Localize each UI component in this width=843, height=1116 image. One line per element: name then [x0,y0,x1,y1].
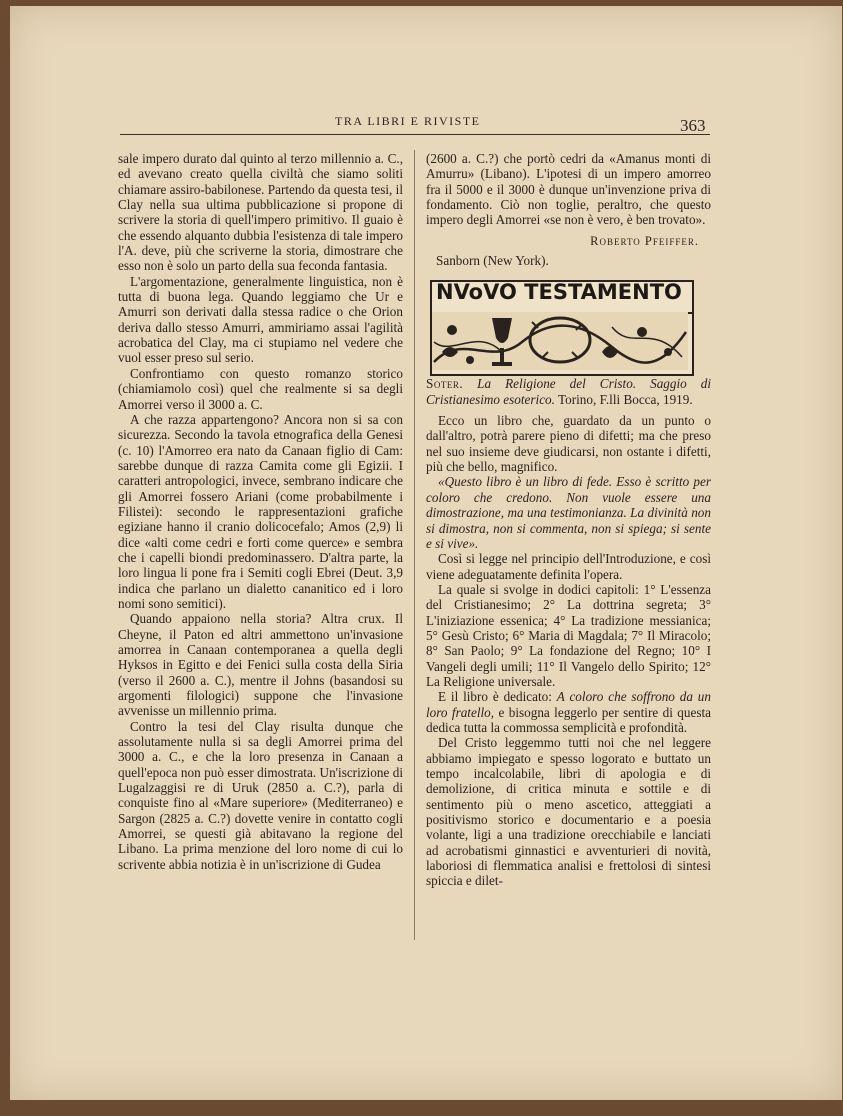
book-author: Soter. [426,376,464,392]
page-number: 363 [680,116,706,135]
paragraph: Contro la tesi del Clay risulta dunque che assolutamente nulla si sa degli Amorrei prima del 3000 a. C., e che la loro presenza in Canaan a quell'epoca non può esser dimostrata. Un'iscrizione di Lugalzaggisi re di Uruk (2850 a. C.?), parla di conquiste fino al «Mare superiore» (Mediterraneo) e Sargon (2825 a. C.?) dovette venire in contatto cogli Amorrei, se questi già abitavano la regione del Libano. La prima menzione del loro nome di cui lo scrivente abbia notizia è in un'iscrizione di Gudea [118,718,403,872]
paragraph: Confrontiamo con questo romanzo storico (chiamiamolo così) quel che realmente si sa degli Amorrei verso il 3000 a. C. [118,365,403,412]
paragraph: (2600 a. C.?) che portò cedri da «Amanus monti di Amurru» (Libano). L'ipotesi di un impero amorreo fra il 5000 e il 3000 è dunque un'invenzione priva di fondamento. Ciò non toglie, peraltro, che questo impero degli Amorrei «se non è vero, è ben trovato». [426,151,711,228]
paragraph: L'argomentazione, generalmente linguistica, non è tutta di buona lega. Quando leggiamo che Ur e Amurri son derivati dalla stessa radice o che Orion deriva dallo stesso Amurri, ammiriamo assai l'agilità acrobatica del Clay, ma ci stupiamo nel vedere che vuol esser preso sul serio. [118,273,403,366]
paragraph: Così si legge nel principio dell'Introduzione, e così viene adeguatamente definita l'opera. [426,551,711,582]
book-title: La Religione del Cristo. Saggio di Cristianesimo esoterico. [426,376,712,407]
dedication: A coloro che soffrono da un loro fratello, [426,689,711,720]
column-divider [414,150,415,940]
quote: «Questo libro è un libro di fede. Esso è scritto per coloro che credono. Non vuole essere una dimostrazione, ma una testimonianza. La divinità non si dimostra, non si commenta, non si spiega; si sente e si vive». [426,474,711,551]
paragraph: A che razza appartengono? Ancora non si sa con sicurezza. Secondo la tavola etnografica della Genesi (c. 10) l'Amorreo era nato da Canaan figlio di Cam: sarebbe dunque di razza Camita come gli Egizii. I caratteri antropologici, invece, sembrano indicare che gli Amorrei fossero Ariani (come probabilmente i Filistei): secondo le rappresentazioni grafiche egiziane hanno il cranio dolicocefalo; Amos (2,9) li dice «alti come cedri e forti come querce» e sembra che i capelli biondi predominassero. D'altra parte, la loro lingua li pone fra i Semiti cogli Ebrei (Deut. 3,9 indica che parlano un dialetto cananitico ed i loro nomi sono semitici). [118,411,403,611]
paragraph: Quando appaiono nella storia? Altra crux. Il Cheyne, il Paton ed altri ammettono un'invasione amorrea in Canaan contemporanea a quella degli Hyksos in Egitto e dei Fenici sulla costa della Siria (verso il 2600 a. C.), mentre il Johns (basandosi su argomenti filologici) suppone che l'invasione avvenisse un millennio prima. [118,611,403,719]
paragraph: Ecco un libro che, guardato da un punto o dall'altro, potrà parere pieno di difetti; ma che preso nel suo insieme deve giudicarsi, non ostante i difetti, più che bello, magnifico. [426,413,711,475]
chalice-vine-illustration [432,312,688,370]
paragraph: Del Cristo leggemmo tutti noi che nel leggere abbiamo impiegato e spesso logorato e buttato un tempo incalcolabile, libri di apologia e di demolizione, di critica minuta e sottile e di sentimento più o meno ascetico, atteggiati a positivismo storico e documentario e a poesia volante, ligi a una tradizione orecchiabile e lanciati ad acrobatismi ginnastici e avventurieri di novità, laboriosi di flemmatica analisi e frettolosi di sintesi spiccia e dilet- [426,735,711,889]
signature-place: Sanborn (New York). [436,253,549,269]
book-publisher: Torino, F.lli Bocca, 1919. [558,391,693,407]
left-column [118,151,403,872]
right-column [426,151,711,889]
emblem-title: NVoVO TESTAMENTO [436,280,682,305]
emblem-band [432,282,692,314]
dedication-lead: E il libro è dedicato: [438,689,552,705]
author-signature: Roberto Pfeiffer. [590,233,699,248]
section-emblem [430,280,694,376]
paragraph: La quale si svolge in dodici capitoli: 1° L'essenza del Cristianesimo; 2° La dottrina segreta; 3° L'iniziazione essenica; 4° La tradizione messianica; 5° Gesù Cristo; 6° Maria di Magdala; 7° Il Miracolo; 8° San Paolo; 9° La fondazione del Regno; 10° I Vangeli degli umili; 11° Il Vangelo dello Spirito; 12° La Religione universale. [426,581,711,689]
running-title: TRA LIBRI E RIVISTE [335,114,481,128]
paragraph [426,689,711,735]
dedication-follow: e bisogna leggerlo per sentire di questa dedica tutta la commossa semplicità e profondità. [426,704,711,735]
book-reference [426,376,711,407]
paragraph: sale impero durato dal quinto al terzo millennio a. C., ed avevano creato quella civiltà che siamo soliti chiamare assiro-babilonese. Partendo da questa tesi, il Clay nella sua ultima pubblicazione si propone di scrivere la storia di quell'impero primitivo. Il guaio è che essendo alquanto dubbia l'esistenza di tale impero l'A. deve, più che scriverne la storia, dimostrare che esso non è solo un parto della sua feconda fantasia. [118,151,403,274]
running-header [120,112,710,135]
